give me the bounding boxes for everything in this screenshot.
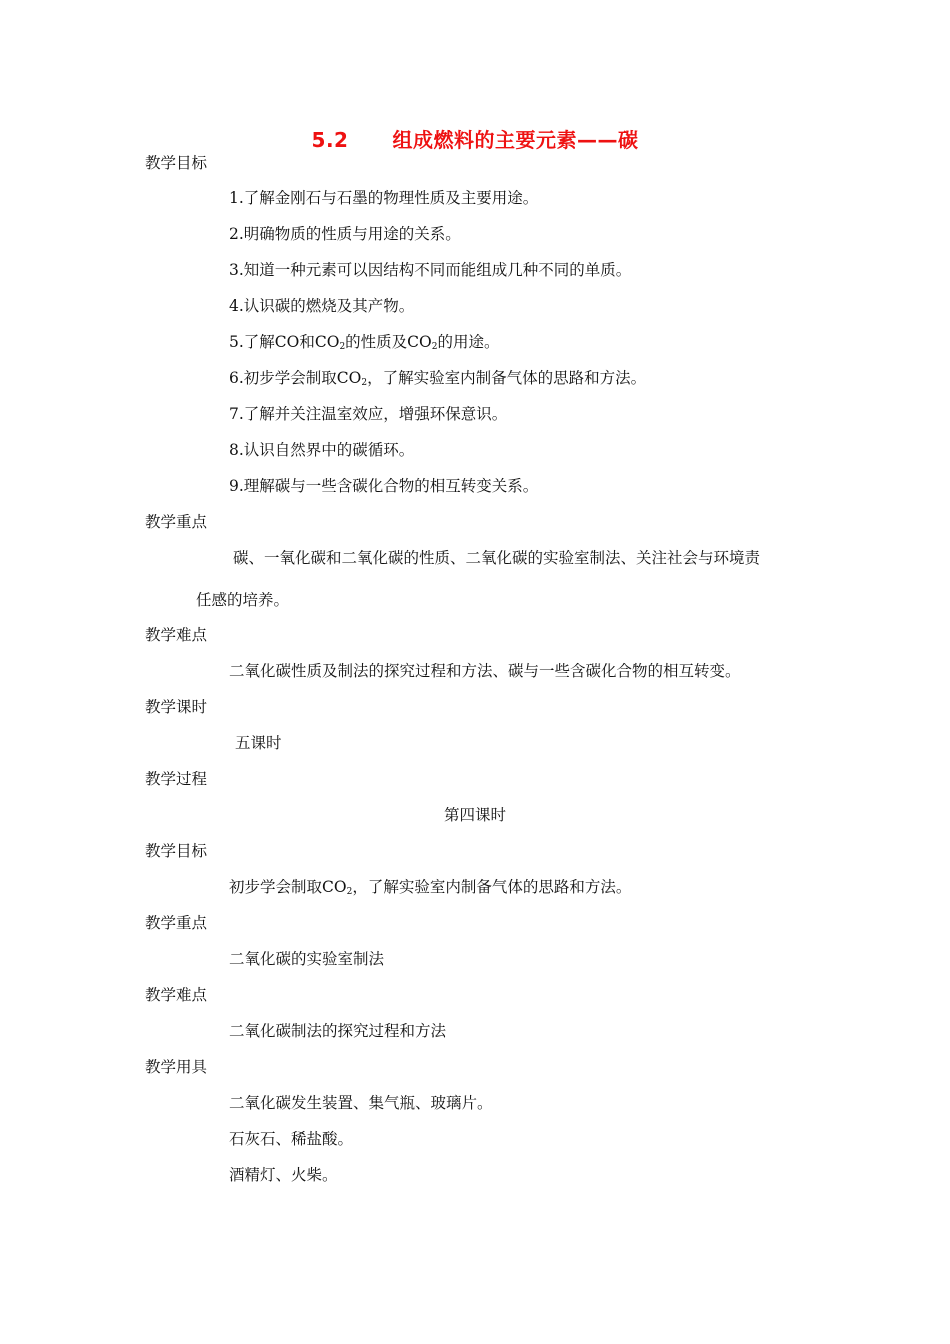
- key-points-text: 碳、一氧化碳和二氧化碳的性质、二氧化碳的实验室制法、关注社会与环境责: [233, 549, 761, 567]
- objective-item: 2.明确物质的性质与用途的关系。: [229, 225, 461, 243]
- difficult-points-heading: 教学难点: [145, 626, 208, 644]
- objective-item: 4.认识碳的燃烧及其产物。: [229, 297, 415, 315]
- difficult-points-text: 二氧化碳性质及制法的探究过程和方法、碳与一些含碳化合物的相互转变。: [229, 662, 741, 680]
- key-points-heading: 教学重点: [145, 513, 208, 531]
- lesson-difficult-text: 二氧化碳制法的探究过程和方法: [229, 1022, 447, 1040]
- objective-item: 5.了解CO和$CO_2$的性质及$CO_2$的用途。: [229, 333, 500, 352]
- lesson-heading: 第四课时: [443, 806, 506, 824]
- lesson-objectives-heading: 教学目标: [145, 842, 208, 860]
- objective-item: 7.了解并关注温室效应，增强环保意识。: [229, 405, 508, 423]
- teaching-process-heading: 教学过程: [145, 770, 208, 788]
- teaching-tool-item: 酒精灯、火柴。: [229, 1166, 338, 1184]
- class-hours-heading: 教学课时: [145, 698, 208, 716]
- class-hours-text: 五课时: [235, 734, 282, 752]
- lesson-objective: 初步学会制取$CO_2$，了解实验室内制备气体的思路和方法。: [229, 878, 632, 897]
- teaching-tool-item: 石灰石、稀盐酸。: [229, 1130, 354, 1148]
- lesson-key-text: 二氧化碳的实验室制法: [229, 950, 385, 968]
- objective-item: 9.理解碳与一些含碳化合物的相互转变关系。: [229, 477, 539, 495]
- lesson-difficult-heading: 教学难点: [145, 986, 208, 1004]
- section-number: 5.2: [311, 128, 349, 152]
- document-title: [0, 124, 950, 153]
- objective-item: 3.知道一种元素可以因结构不同而能组成几种不同的单质。: [229, 261, 632, 279]
- key-points-text-cont: 任感的培养。: [196, 591, 290, 609]
- objective-item: 1.了解金刚石与石墨的物理性质及主要用途。: [229, 189, 539, 207]
- objective-item: 8.认识自然界中的碳循环。: [229, 441, 415, 459]
- teaching-tools-heading: 教学用具: [145, 1058, 208, 1076]
- objective-item: 6.初步学会制取$CO_2$，了解实验室内制备气体的思路和方法。: [229, 369, 647, 388]
- teaching-tool-item: 二氧化碳发生装置、集气瓶、玻璃片。: [229, 1094, 493, 1112]
- title-text: 组成燃料的主要元素——碳: [392, 128, 639, 152]
- objectives-heading: 教学目标: [145, 154, 208, 172]
- lesson-key-heading: 教学重点: [145, 914, 208, 932]
